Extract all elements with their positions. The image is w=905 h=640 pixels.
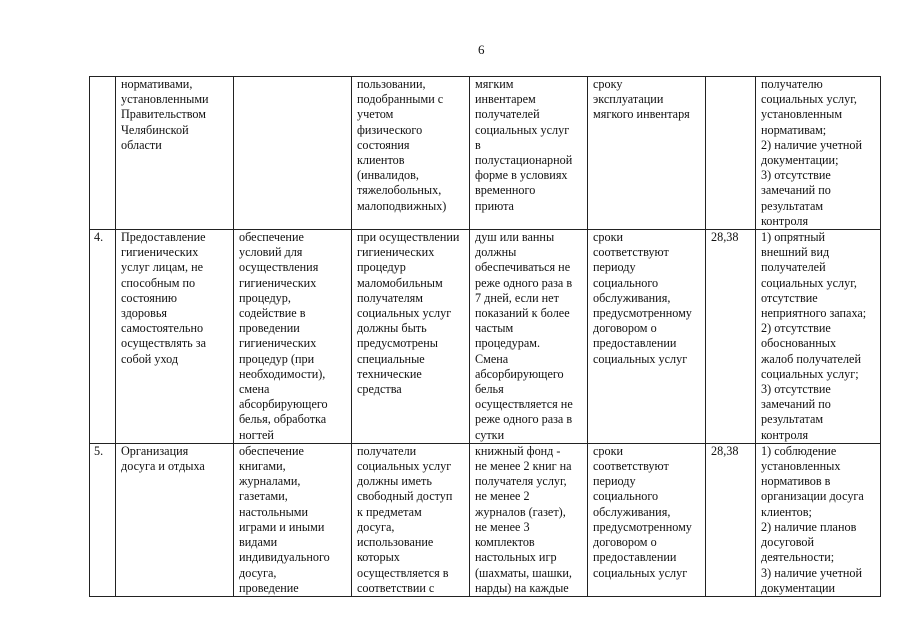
service-price-cell: 28,38 bbox=[706, 230, 756, 444]
service-evaluation-cell: 1) опрятный внешний вид получателей социальных услуг, отсутствие неприятного запаха; 2) отсутствие обоснованных жалоб получателей социальных услуг; 3) отсутствие замечаний по результатам контроля bbox=[756, 230, 881, 444]
service-timing-cell: сроки соответствуют периоду социального обслуживания, предусмотренному договором о предоставлении социальных услуг bbox=[588, 443, 706, 596]
service-standard-cell: душ или ванны должны обеспечиваться не реже одного раза в 7 дней, если нет показаний к более частым процедурам. Смена абсорбирующего белья осуществляется не реже одного раза в сутки bbox=[470, 230, 588, 444]
row-number-cell bbox=[90, 77, 116, 230]
table-row bbox=[90, 77, 881, 230]
service-name-cell: нормативами, установленными Правительством Челябинской области bbox=[116, 77, 234, 230]
service-standard-cell: книжный фонд - не менее 2 книг на получателя услуг, не менее 2 журналов (газет), не менее 3 комплектов настольных игр (шахматы, шашки, нарды) на каждые bbox=[470, 443, 588, 596]
service-content-cell bbox=[234, 77, 352, 230]
service-content-cell: обеспечение условий для осуществления гигиенических процедур, содействие в проведении гигиенических процедур (при необходимости), смена абсорбирующего белья, обработка ногтей bbox=[234, 230, 352, 444]
page-number: 6 bbox=[478, 42, 485, 57]
service-name-cell: Организация досуга и отдыха bbox=[116, 443, 234, 596]
service-name-cell: Предоставление гигиенических услуг лицам, не способным по состоянию здоровья самостоятельно осуществлять за собой уход bbox=[116, 230, 234, 444]
service-conditions-cell: пользовании, подобранными с учетом физического состояния клиентов (инвалидов, тяжелобольных, малоподвижных) bbox=[352, 77, 470, 230]
service-timing-cell: сроку эксплуатации мягкого инвентаря bbox=[588, 77, 706, 230]
service-evaluation-cell: 1) соблюдение установленных нормативов в организации досуга клиентов; 2) наличие планов досуговой деятельности; 3) наличие учетной документации bbox=[756, 443, 881, 596]
table-row bbox=[90, 230, 881, 444]
service-evaluation-cell: получателю социальных услуг, установленным нормативам; 2) наличие учетной документации; 3) отсутствие замечаний по результатам контроля bbox=[756, 77, 881, 230]
table-row bbox=[90, 443, 881, 596]
service-content-cell: обеспечение книгами, журналами, газетами, настольными играми и иными видами индивидуального досуга, проведение bbox=[234, 443, 352, 596]
row-number-cell: 5. bbox=[90, 443, 116, 596]
service-conditions-cell: получатели социальных услуг должны иметь свободный доступ к предметам досуга, использование которых осуществляется в соответствии с bbox=[352, 443, 470, 596]
service-timing-cell: сроки соответствуют периоду социального обслуживания, предусмотренному договором о предоставлении социальных услуг bbox=[588, 230, 706, 444]
service-price-cell bbox=[706, 77, 756, 230]
service-price-cell: 28,38 bbox=[706, 443, 756, 596]
services-table bbox=[89, 76, 881, 597]
row-number-cell: 4. bbox=[90, 230, 116, 444]
service-standard-cell: мягким инвентарем получателей социальных услуг в полустационарной форме в условиях временного приюта bbox=[470, 77, 588, 230]
service-conditions-cell: при осуществлении гигиенических процедур маломобильным получателям социальных услуг должны быть предусмотрены специальные технические средства bbox=[352, 230, 470, 444]
